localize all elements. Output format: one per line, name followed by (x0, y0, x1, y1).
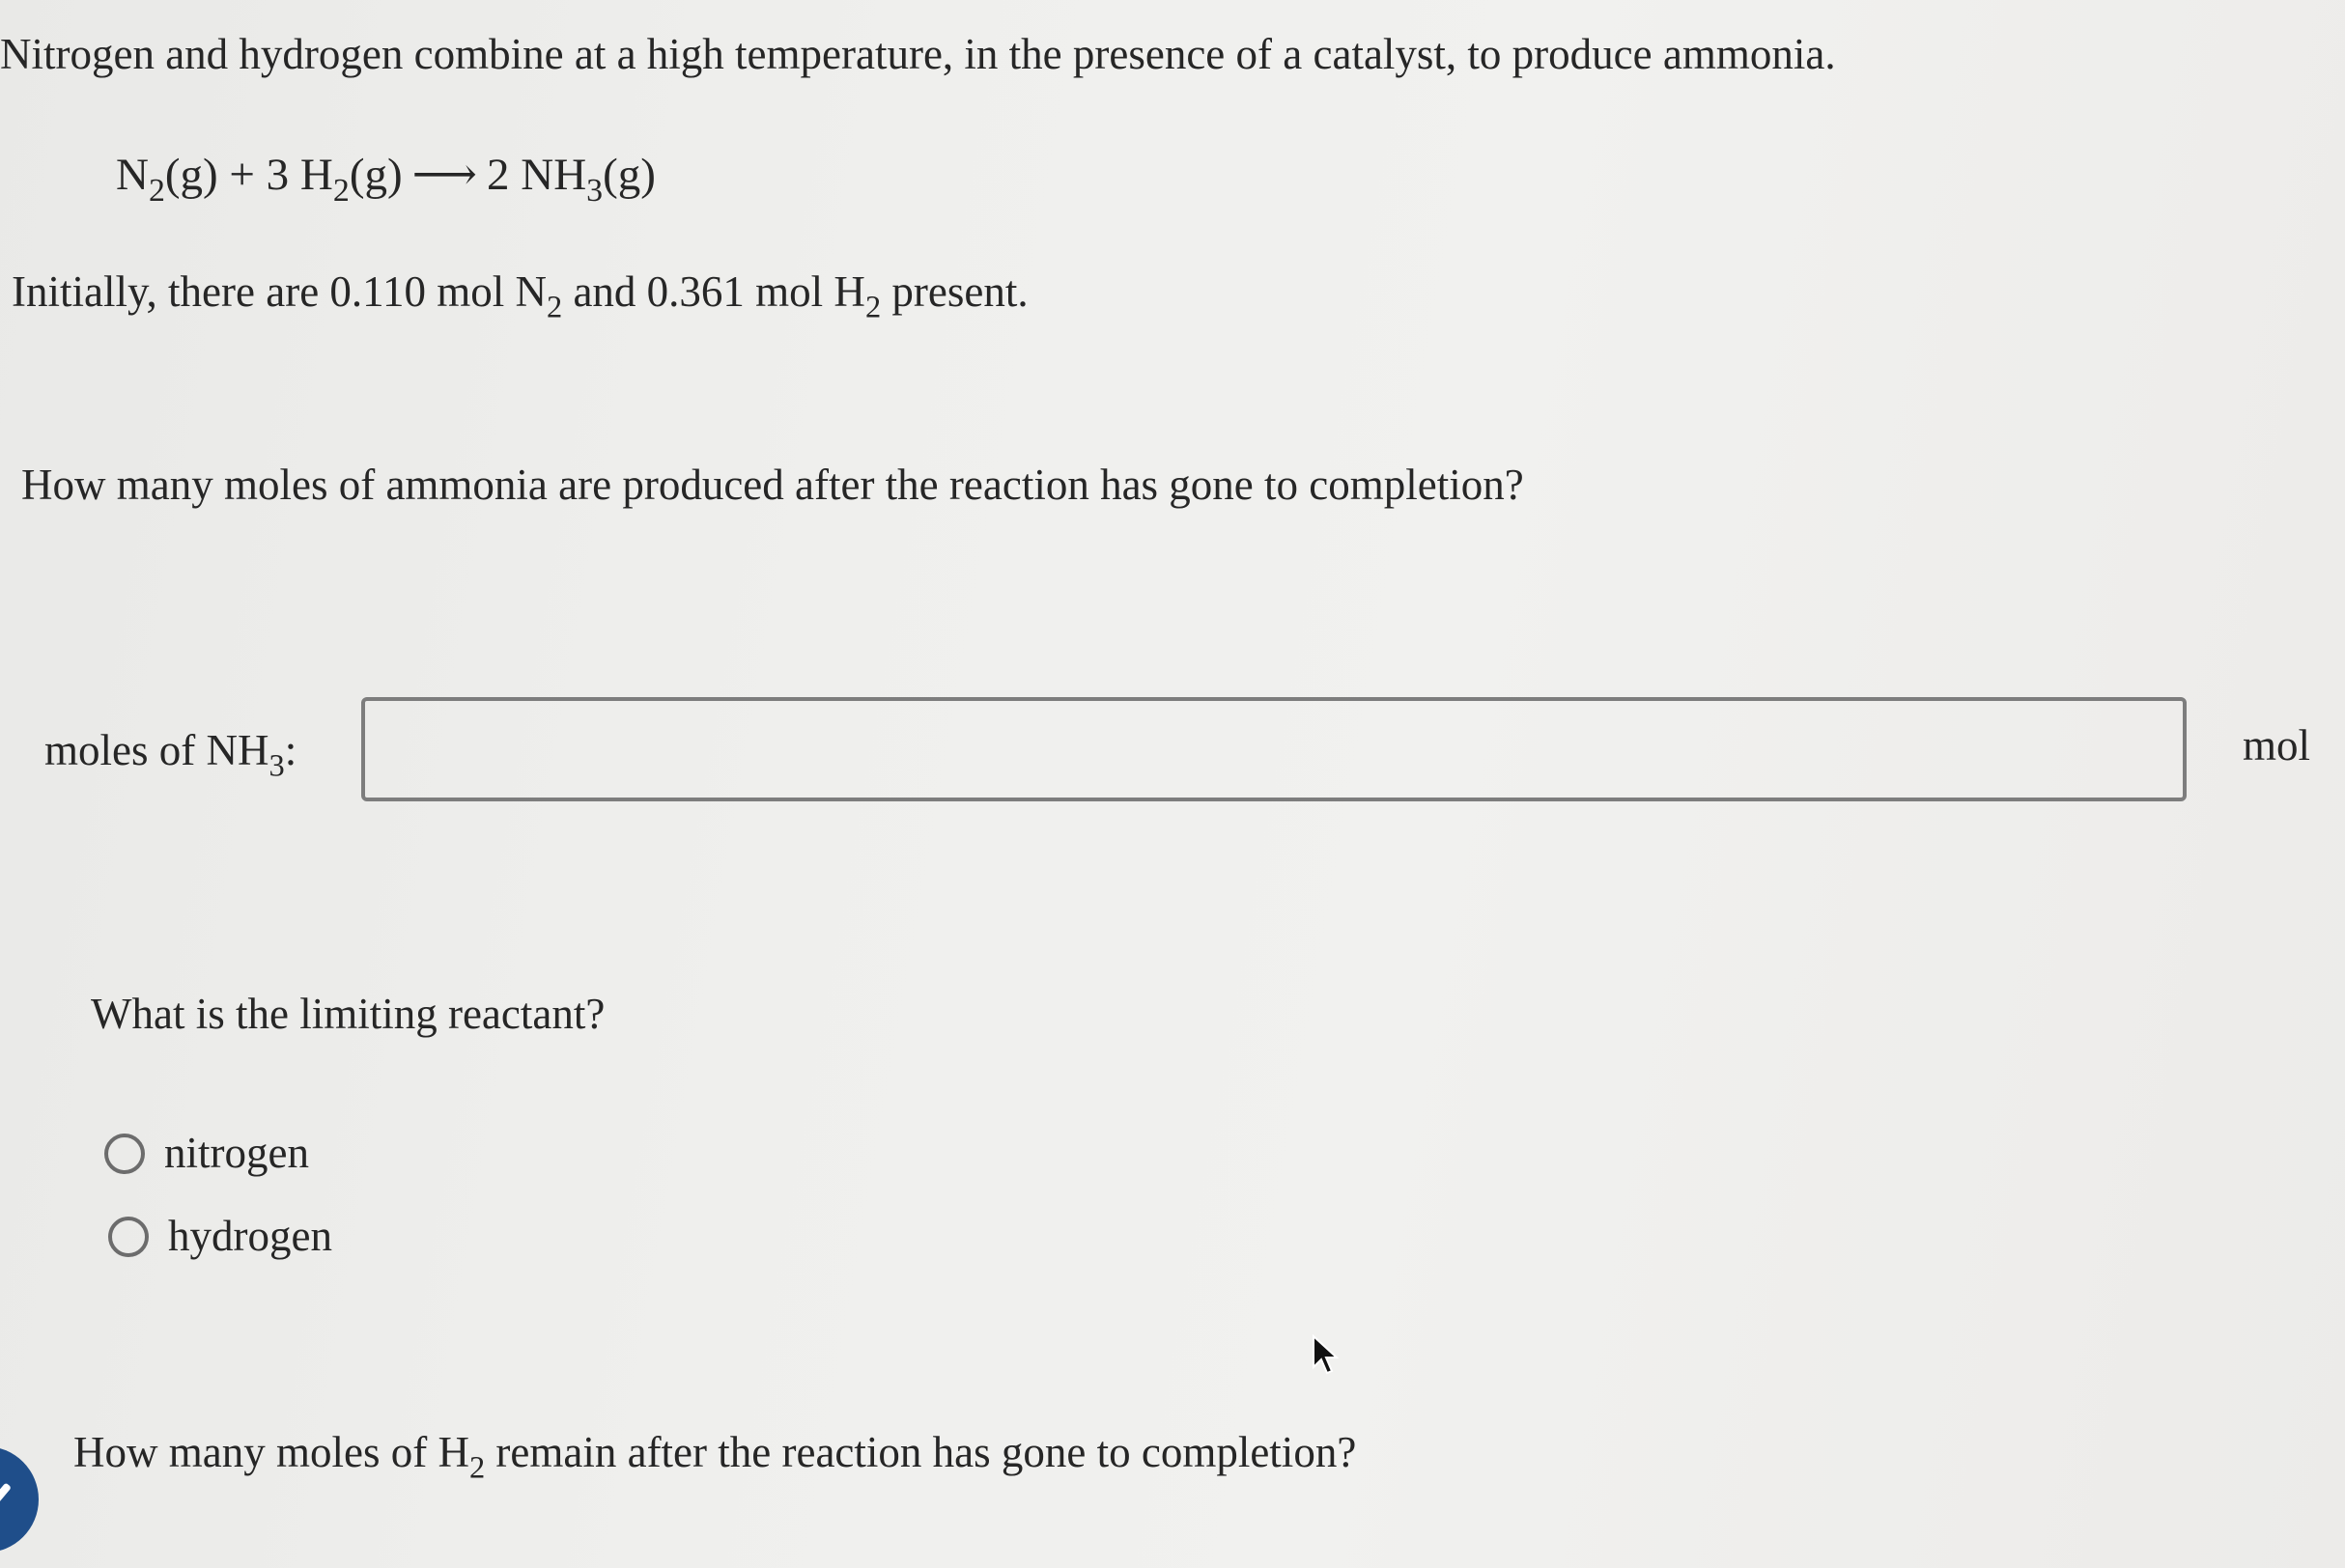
ammonia-formula: 2 NH (487, 150, 587, 200)
ammonia-state: (g) (603, 150, 656, 200)
radio-button-nitrogen[interactable] (104, 1134, 145, 1174)
option-nitrogen[interactable] (104, 1129, 309, 1177)
hydrogen-state: (g) (349, 150, 403, 200)
question-ammonia-produced: How many moles of ammonia are produced after the reaction has gone to completion? (21, 461, 1524, 509)
initial-text-part3: present. (881, 267, 1029, 316)
hydrogen-subscript: 2 (332, 172, 350, 209)
check-badge-icon[interactable] (0, 1446, 39, 1553)
question-h2-remaining (73, 1428, 1357, 1486)
answer-label-text: moles of NH (44, 726, 269, 774)
initial-text-part1: Initially, there are 0.110 mol N (12, 267, 547, 316)
option-nitrogen-label: nitrogen (164, 1129, 309, 1177)
nitrogen-formula: N (116, 150, 149, 200)
option-hydrogen-label: hydrogen (168, 1212, 332, 1260)
question3-text-part2: remain after the reaction has gone to completion? (485, 1428, 1357, 1476)
reaction-equation (116, 150, 656, 209)
intro-text: Nitrogen and hydrogen combine at a high temperature, in the presence of a catalyst, to produce ammonia. (0, 30, 1836, 78)
check-icon (0, 1482, 12, 1512)
hydrogen-term: (g) + 3 H (164, 150, 333, 200)
initial-h2-subscript: 2 (864, 290, 882, 325)
unit-label: mol (2243, 721, 2311, 770)
answer-label-subscript: 3 (268, 748, 285, 784)
reaction-arrow-icon: ⟶ (411, 150, 478, 200)
question-limiting-reactant: What is the limiting reactant? (91, 990, 606, 1038)
mouse-pointer-icon (1312, 1334, 1339, 1382)
answer-label-colon: : (284, 726, 297, 774)
option-hydrogen[interactable] (108, 1212, 332, 1260)
initial-amounts (12, 267, 1029, 325)
radio-button-hydrogen[interactable] (108, 1217, 149, 1257)
nitrogen-subscript: 2 (148, 172, 165, 209)
question3-text-part1: How many moles of H (73, 1428, 469, 1476)
question3-subscript: 2 (468, 1450, 486, 1486)
ammonia-subscript: 3 (586, 172, 604, 209)
moles-nh3-input[interactable] (361, 697, 2187, 801)
answer-label (44, 726, 297, 784)
initial-n2-subscript: 2 (547, 290, 563, 325)
initial-text-part2: and 0.361 mol H (562, 267, 865, 316)
